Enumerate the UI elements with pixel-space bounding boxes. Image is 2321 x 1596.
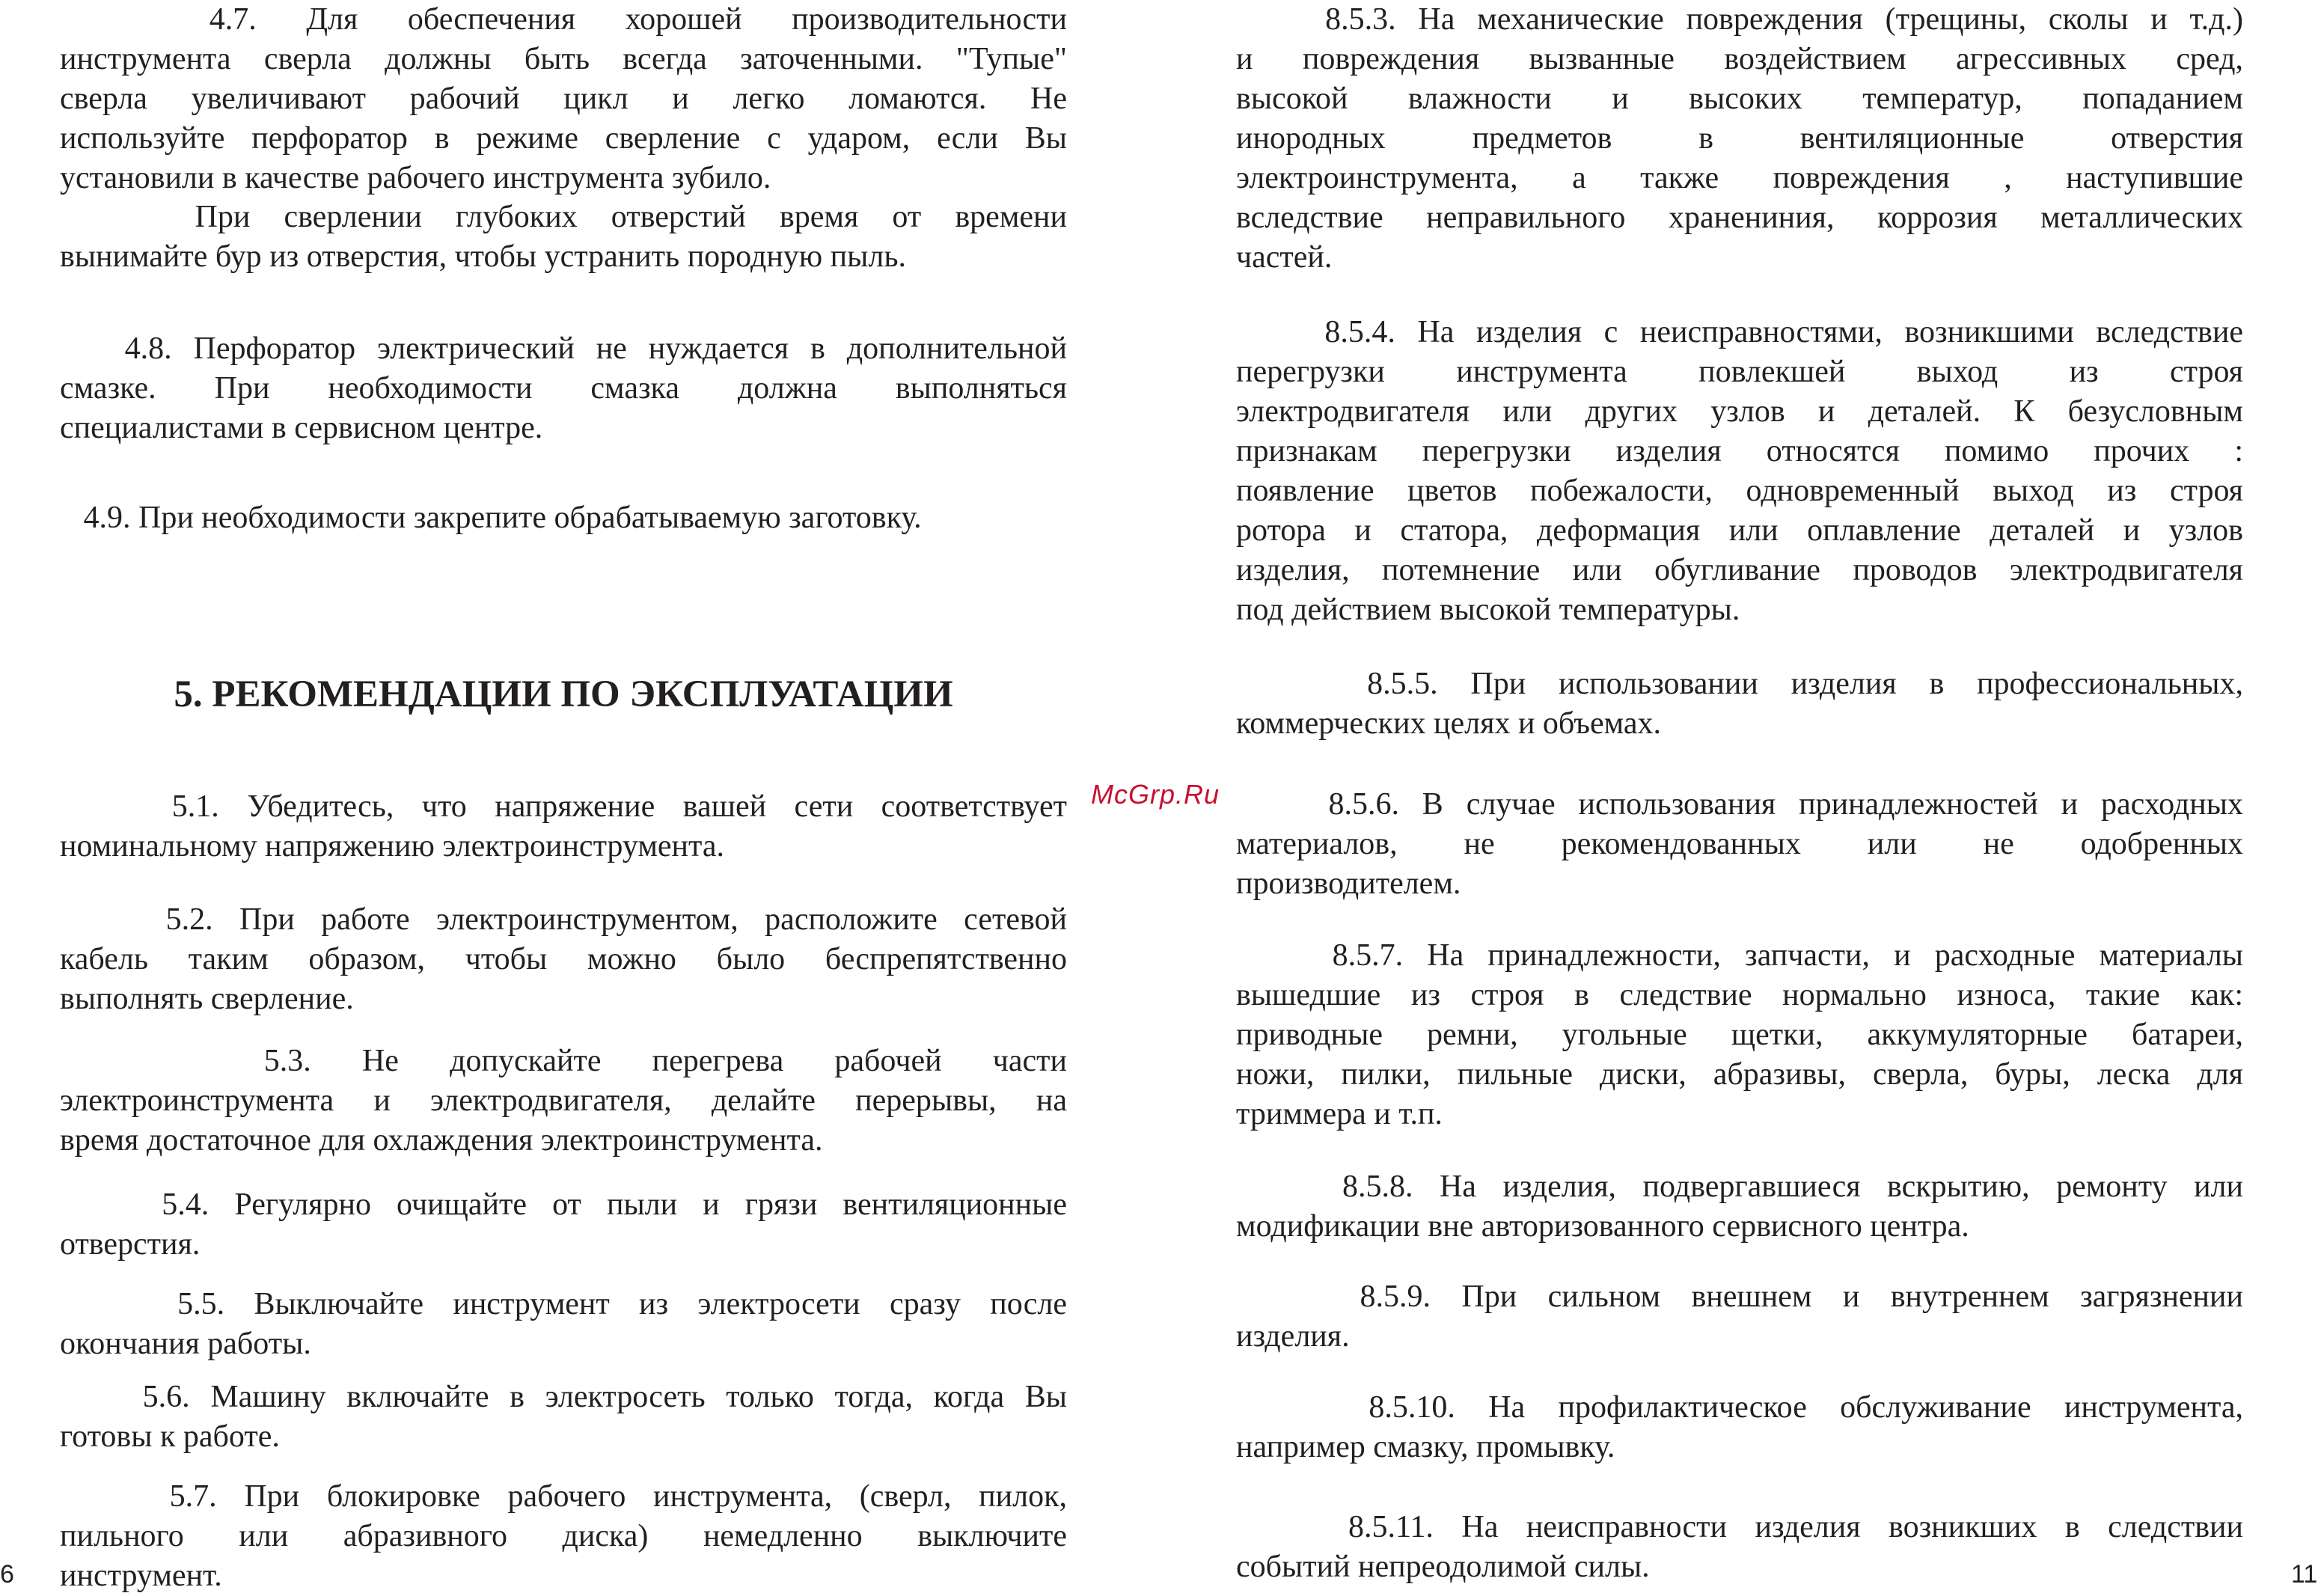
text-line: модификации вне авторизованного сервисного центра. (1236, 1209, 1969, 1244)
text-line: инструмент. (60, 1559, 222, 1593)
text-line: 5.7. При блокировке рабочего инструмента, (сверл, пилок, (60, 1479, 1067, 1514)
paragraph-8-5-6 (1236, 785, 2243, 904)
text-line: высокой влажности и высоких температур, попаданием (1236, 82, 2243, 116)
paragraph-5-7 (60, 1477, 1067, 1596)
paragraph-4-7-deep-drilling (60, 198, 1067, 277)
paragraph-8-5-8 (1236, 1167, 2243, 1247)
paragraph-4-7 (60, 0, 1067, 198)
text-line: готовы к работе. (60, 1419, 280, 1454)
text-line: 5.3. Не допускайте перегрева рабочей части (60, 1044, 1067, 1078)
paragraph-5-2 (60, 900, 1067, 1019)
text-line: электроинструмента и электродвигателя, делайте перерывы, на (60, 1083, 1067, 1118)
page-number-right: 11 (2291, 1560, 2318, 1589)
text-line: отверстия. (60, 1227, 201, 1262)
paragraph-4-8 (60, 329, 1067, 448)
text-line: событий непреодолимой силы. (1236, 1550, 1650, 1584)
paragraph-8-5-7 (1236, 936, 2243, 1134)
paragraph-5-5 (60, 1285, 1067, 1364)
paragraph-8-5-9 (1236, 1277, 2243, 1357)
text-line: сверла увеличивают рабочий цикл и легко ломаются. Не (60, 82, 1067, 116)
text-line: 4.7. Для обеспечения хорошей производительности (60, 2, 1067, 37)
text-line: ротора и статора, деформация или оплавление деталей и узлов (1236, 513, 2243, 548)
text-line: 8.5.4. На изделия с неисправностями, возникшими вследствие (1236, 315, 2243, 349)
text-line: специалистами в сервисном центре. (60, 411, 543, 445)
text-line: например смазку, промывку. (1236, 1430, 1615, 1464)
text-line: время достаточное для охлаждения электроинструмента. (60, 1123, 823, 1158)
paragraph-8-5-3 (1236, 0, 2243, 278)
text-line: 8.5.7. На принадлежности, запчасти, и расходные материалы (1236, 938, 2243, 973)
paragraph-8-5-10 (1236, 1388, 2243, 1467)
paragraph-8-5-4 (1236, 313, 2243, 630)
section-heading-5: 5. РЕКОМЕНДАЦИИ ПО ЭКСПЛУАТАЦИИ (174, 673, 953, 715)
text-line: 5.5. Выключайте инструмент из электросети сразу после (60, 1287, 1067, 1321)
text-line: под действием высокой температуры. (1236, 593, 1740, 627)
text-line: 5.2. При работе электроинструментом, расположите сетевой (60, 902, 1067, 937)
text-line: вышедшие из строя в следствие нормально износа, такие как: (1236, 978, 2243, 1012)
text-line: производителем. (1236, 866, 1461, 901)
text-line: электродвигателя или других узлов и деталей. К безусловным (1236, 394, 2243, 429)
text-line: 8.5.9. При сильном внешнем и внутреннем загрязнении (1236, 1279, 2243, 1314)
text-line: окончания работы. (60, 1327, 311, 1361)
text-line: инородных предметов в вентиляционные отверстия (1236, 121, 2243, 156)
text-line: триммера и т.п. (1236, 1097, 1443, 1131)
paragraph-8-5-11 (1236, 1508, 2243, 1587)
text-line: При сверлении глубоких отверстий время от времени (60, 200, 1067, 234)
text-line: инструмента сверла должны быть всегда заточенными. "Тупые" (60, 42, 1067, 76)
paragraph-4-9 (60, 498, 1067, 538)
paragraph-5-6 (60, 1378, 1067, 1457)
text-line: изделия, потемнение или обугливание проводов электродвигателя (1236, 553, 2243, 587)
text-line: 8.5.3. На механические повреждения (трещины, сколы и т.д.) (1236, 2, 2243, 37)
page-number-left: 6 (0, 1560, 14, 1589)
text-line: материалов, не рекомендованных или не одобренных (1236, 827, 2243, 861)
text-line: 8.5.8. На изделия, подвергавшиеся вскрытию, ремонту или (1236, 1170, 2243, 1204)
text-line: 5.6. Машину включайте в электросеть только тогда, когда Вы (60, 1380, 1067, 1414)
text-line: 5.4. Регулярно очищайте от пыли и грязи вентиляционные (60, 1187, 1067, 1222)
text-line: изделия. (1236, 1319, 1350, 1354)
text-line: 8.5.6. В случае использования принадлежностей и расходных (1236, 787, 2243, 822)
text-line: коммерческих целях и объемах. (1236, 706, 1662, 741)
text-line: 8.5.5. При использовании изделия в профессиональных, (1236, 667, 2243, 701)
text-line: пильного или абразивного диска) немедленно выключите (60, 1519, 1067, 1553)
text-line: приводные ремни, угольные щетки, аккумуляторные батареи, (1236, 1018, 2243, 1052)
text-line: 4.9. При необходимости закрепите обрабатываемую заготовку. (60, 501, 922, 535)
text-line: ножи, пилки, пильные диски, абразивы, сверла, буры, леска для (1236, 1057, 2243, 1092)
text-line: перегрузки инструмента повлекшей выход из строя (1236, 355, 2243, 389)
text-line: электроинструмента, а также повреждения , наступившие (1236, 161, 2243, 195)
text-line: вследствие неправильного хранениния, коррозия металлических (1236, 201, 2243, 235)
text-line: 5.1. Убедитесь, что напряжение вашей сети соответствует (60, 789, 1067, 824)
paragraph-5-3 (60, 1042, 1067, 1161)
text-line: номинальному напряжению электроинструмента. (60, 829, 725, 863)
text-line: установили в качестве рабочего инструмента зубило. (60, 161, 771, 195)
text-line: используйте перфоратор в режиме сверление с ударом, если Вы (60, 121, 1067, 156)
text-line: вынимайте бур из отверстия, чтобы устранить породную пыль. (60, 239, 906, 274)
text-line: частей. (1236, 240, 1333, 275)
text-line: смазке. При необходимости смазка должна выполняться (60, 371, 1067, 406)
text-line: появление цветов побежалости, одновременный выход из строя (1236, 474, 2243, 508)
text-line: и повреждения вызванные воздействием агрессивных сред, (1236, 42, 2243, 76)
text-line: кабель таким образом, чтобы можно было беспрепятственно (60, 942, 1067, 976)
paragraph-5-4 (60, 1185, 1067, 1265)
site-watermark: McGrp.Ru (1091, 779, 1220, 810)
text-line: признакам перегрузки изделия относятся помимо прочих : (1236, 434, 2243, 468)
text-line: 8.5.11. На неисправности изделия возникших в следствии (1236, 1510, 2243, 1544)
paragraph-8-5-5 (1236, 664, 2243, 744)
text-line: 8.5.10. На профилактическое обслуживание инструмента, (1236, 1390, 2243, 1425)
paragraph-5-1 (60, 787, 1067, 866)
text-line: выполнять сверление. (60, 982, 354, 1016)
text-line: 4.8. Перфоратор электрический не нуждается в дополнительной (60, 331, 1067, 366)
